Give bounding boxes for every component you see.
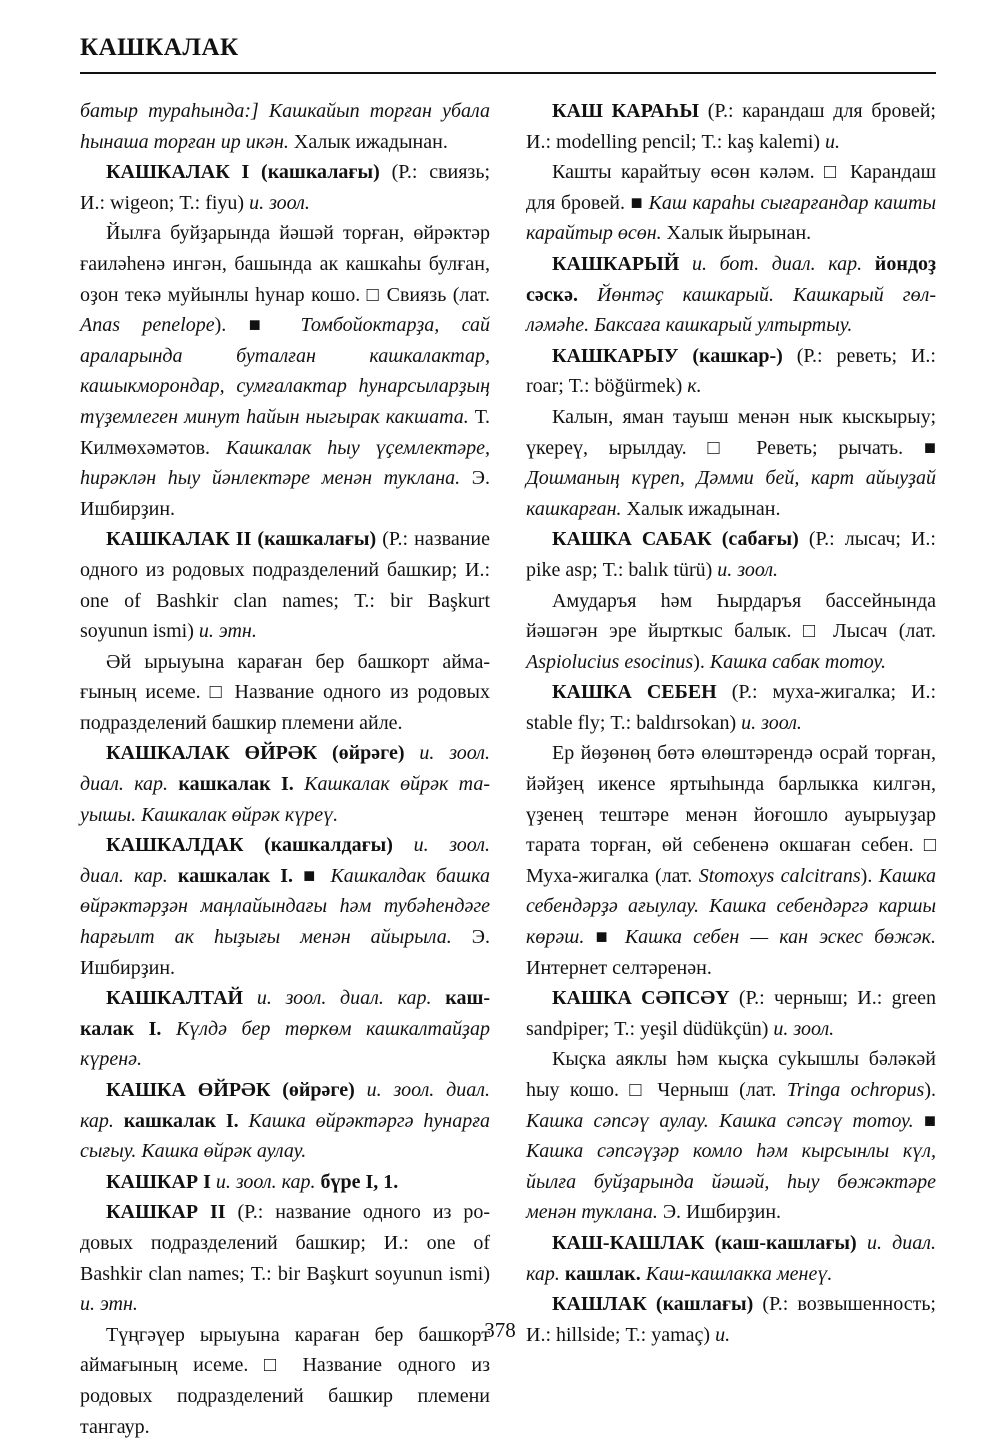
italic-text: Кашка сабак тотоу. bbox=[709, 650, 887, 673]
italic-text: к. bbox=[687, 375, 702, 398]
dictionary-entry bbox=[80, 524, 490, 646]
headword: КАШКА СӘПСӘҮ bbox=[552, 987, 730, 1010]
text-run: (Р.: название одного из родовых подразделений башкир; И.: one of Bashkir clan names; Т.: bir Başkurt soyunun ismi) bbox=[80, 528, 490, 643]
italic-text: и. зоол. bbox=[773, 1017, 835, 1040]
text-run: Кашты карайтыу өсөн кәләм. □ Карандаш для бровей. ■ bbox=[526, 161, 936, 214]
text-run: ■ bbox=[584, 926, 625, 949]
italic-text: Кашка себен — кан эскес бөжәк. bbox=[624, 926, 936, 949]
italic-text: Кашка сәпсәүҙәр комло һәм кырсынлы күл, йылға буйҙарында йәшәй, һыу бөжәктәре менән туклана. bbox=[526, 1140, 936, 1224]
italic-text: Каш-кашлакка менеү. bbox=[645, 1262, 833, 1285]
italic-text: и. bbox=[825, 130, 841, 153]
text-run: ). bbox=[693, 650, 710, 673]
text-run: Э. Ишбирҙин. bbox=[657, 1201, 782, 1224]
dictionary-entry bbox=[80, 830, 490, 983]
dictionary-entry bbox=[526, 983, 936, 1044]
headword: кашкалак I. bbox=[177, 864, 294, 887]
text-run: Э. Ишбирҙин. bbox=[80, 926, 491, 979]
entry-definition bbox=[526, 586, 936, 678]
headword: кашкалак I. bbox=[178, 773, 294, 796]
text-run bbox=[239, 1110, 249, 1132]
headword: йондоҙ сәскә. bbox=[526, 252, 936, 306]
italic-text: Кашка өйрәктәргә һунарға сығыу. Кашка өйрәк аулау. bbox=[80, 1109, 490, 1163]
text-run: Халык йырынан. bbox=[661, 222, 812, 245]
italic-text: Stomoxys calcitrans bbox=[698, 864, 861, 887]
dictionary-entry bbox=[526, 249, 936, 341]
text-run: Ер йөҙөнөң бөтә өлөштәрендә осрай торған, йәйҙең икенсе яртыһында барлыкка килгән, үҙенең тештәре менән йоғошло ауырыуҙар тарата торған, өй себененә окшаған себен. □ Муха-жигалка (лат. bbox=[526, 742, 936, 887]
entry-definition bbox=[526, 738, 936, 983]
italic-text: Кашка сәпсәү аулау. Кашка сәпсәү тотоу. bbox=[526, 1109, 914, 1132]
headword: кашкалак I. bbox=[80, 987, 491, 1040]
italic-text: Tringa ochropus bbox=[786, 1079, 925, 1101]
headword: КАШКА СЕБЕН bbox=[552, 681, 717, 704]
headword: КАШКАЛАК ӨЙРӘК (өйрәге) bbox=[106, 742, 405, 765]
headword: КАШКАЛАК II (кашкалағы) bbox=[106, 528, 377, 551]
dictionary-entry bbox=[80, 983, 490, 1075]
italic-text: и. зоол. диал. кар. bbox=[80, 1079, 491, 1132]
dictionary-entry bbox=[526, 677, 936, 738]
text-run bbox=[114, 1110, 124, 1132]
dictionary-entry bbox=[526, 341, 936, 402]
dictionary-entry bbox=[80, 1167, 490, 1198]
italic-text: и. зоол. кар. bbox=[215, 1170, 316, 1193]
text-run: Әй ырыуына караған бер башкорт аймағының исеме. □ Название одного из родовых подразделений башкир племени айле. bbox=[80, 650, 490, 734]
text-run: ■ bbox=[293, 864, 331, 887]
text-run: Интернет селтәренән. bbox=[526, 956, 712, 979]
left-column bbox=[80, 96, 490, 1442]
text-run: Йылға буйҙарында йәшәй торған, өйрәктәр ғаиләһенә ингән, башында ак кашкаһы булған, оҙон текә муйынлы һунар кошо. □ Свиязь (лат. bbox=[80, 222, 490, 306]
text-run bbox=[393, 834, 414, 856]
text-run bbox=[432, 987, 446, 1009]
headword: КАШЛАК (кашлағы) bbox=[552, 1293, 754, 1316]
text-run bbox=[243, 987, 257, 1009]
italic-text: и. зоол. диал. кар. bbox=[80, 742, 490, 796]
italic-text: и. зоол. диал. кар. bbox=[80, 834, 491, 887]
headword: КАШКА ӨЙРӘК (өйрәге) bbox=[106, 1079, 355, 1101]
italic-text: и. бот. диал. кар. bbox=[691, 252, 863, 275]
text-run: ■ bbox=[913, 1109, 936, 1132]
italic-text: Anas penelope bbox=[80, 314, 215, 337]
headword: КАШКА САБАК (сабағы) bbox=[552, 528, 799, 551]
text-run: (Р.: возвышенность; И.: hillside; Т.: yamaç) bbox=[526, 1293, 936, 1346]
italic-text: и. зоол. bbox=[249, 191, 310, 214]
italic-text: и. зоол. bbox=[717, 558, 779, 581]
italic-text: Кашкалдак башка өйрәктәрҙән маңлайындағы һәм тубәһендәге һарғылт ак һыҙығы менән айырыла. bbox=[80, 864, 490, 949]
dictionary-entry bbox=[80, 738, 490, 830]
text-run: ). bbox=[860, 864, 879, 887]
text-run bbox=[168, 773, 178, 795]
dictionary-entry bbox=[526, 96, 936, 157]
running-head: КАШКАЛАК bbox=[80, 34, 239, 61]
headword: КАШКАЛАК I (кашкалағы) bbox=[106, 161, 380, 184]
text-run: ■ bbox=[248, 314, 301, 337]
dictionary-entry bbox=[526, 1228, 936, 1289]
page-number: 378 bbox=[484, 1318, 516, 1342]
headword: бүре I, 1. bbox=[320, 1170, 399, 1193]
italic-text: Кашкалак өйрәк тауышы. Кашкалак өйрәк күреү. bbox=[80, 773, 491, 826]
italic-text: и. этн. bbox=[80, 1293, 138, 1316]
text-run bbox=[578, 284, 597, 306]
italic-text: Кашка себендәрҙә ағыулау. Кашка себендәргә каршы көрәш. bbox=[526, 864, 936, 949]
italic-text: Томбойоктарҙа, сай араларында буталған кашкалактар, кашыкморондар, сумғалактар һунарсыларҙың түҙемлеген минут һайын ныгырак какшата. bbox=[80, 314, 490, 428]
headword: КАШКАЛТАЙ bbox=[106, 987, 244, 1010]
text-run: (Р.: реветь; И.: roar; Т.: böğürmek) bbox=[526, 344, 936, 398]
italic-text: Дошманың күреп, Дәмми бей, карт айыуҙай кашкарған. bbox=[526, 467, 936, 520]
italic-text: Күлдә бер төркөм кашкалтайҙар күренә. bbox=[80, 1017, 490, 1071]
text-run: ). bbox=[214, 314, 249, 337]
text-run: (Р.: название одного из родовых подразделений башкир; И.: one of Bashkir clan names; Т.: bir Başkurt soyunun ismi) bbox=[80, 1201, 490, 1285]
italic-text: Кашкалак һыу үҫемлектәре, һирәклән һыу йәнлектәре менән туклана. bbox=[80, 436, 490, 490]
text-run: (Р.: карандаш для бровей; И.: modelling pencil; Т.: kaş kalemi) bbox=[526, 100, 936, 153]
text-run bbox=[679, 253, 692, 275]
text-run: Халык ижадынан. bbox=[621, 497, 781, 520]
text-run: Калын, яман тауыш менән нык кыскырыу; үкереү, ырылдау. □ Реветь; рычать. ■ bbox=[526, 405, 936, 459]
right-column bbox=[526, 96, 936, 1350]
text-run bbox=[161, 1018, 176, 1040]
text-run: Т. Килмөхәмәтов. bbox=[80, 405, 490, 459]
italic-text: и. этн. bbox=[198, 620, 257, 643]
entry-continuation bbox=[80, 96, 490, 157]
text-run: (Р.: черныш; И.: green sandpiper; Т.: yeşil düdükçün) bbox=[526, 987, 936, 1040]
italic-text: и. зоол. bbox=[741, 711, 802, 734]
dictionary-entry bbox=[526, 524, 936, 585]
entry-definition bbox=[526, 157, 936, 249]
headword: кашлак. bbox=[564, 1262, 641, 1285]
headword: КАШКАРЫЙ bbox=[552, 252, 680, 275]
text-run bbox=[862, 253, 875, 275]
italic-text: Aspiolucius esocinus bbox=[526, 650, 694, 673]
text-run: (Р.: свиязь; И.: wigeon; Т.: fiyu) bbox=[80, 161, 490, 214]
header-rule bbox=[80, 72, 936, 74]
text-run bbox=[405, 742, 420, 764]
headword: КАШ-КАШЛАК (каш-кашлағы) bbox=[552, 1231, 857, 1254]
text-run: Кыҫка аяклы һәм кыҫка суkышлы бәләкәй һыу кошо. □ Черныш (лат. bbox=[526, 1048, 936, 1101]
entry-definition bbox=[526, 1044, 936, 1228]
dictionary-entry bbox=[80, 1197, 490, 1319]
text-run bbox=[168, 865, 178, 887]
headword: КАШКАР I bbox=[106, 1170, 211, 1193]
headword: КАШ КАРАҺЫ bbox=[552, 100, 699, 122]
text-run bbox=[355, 1079, 367, 1101]
text-run bbox=[294, 773, 304, 795]
italic-text: Йөнтәҫ кашкарый. Кашкарый гөлләмәһе. Баксаға кашкарый ултыртыу. bbox=[526, 283, 936, 337]
entry-definition bbox=[80, 647, 490, 739]
text-run: (Р.: лысач; И.: pike asp; Т.: balık türü) bbox=[526, 528, 936, 581]
entry-definition bbox=[80, 218, 490, 524]
italic-text: батыр тураһында:] Кашкайып торған убала һынаша торған ир икән. bbox=[80, 100, 490, 153]
italic-text: и. зоол. диал. кар. bbox=[256, 987, 432, 1010]
text-run: (Р.: муха-жигалка; И.: stable fly; Т.: baldırsokan) bbox=[526, 681, 937, 734]
text-run: Амударъя һәм Һырдаръя бассейнында йәшәгән эре йырткыс балык. □ Лысач (лат. bbox=[526, 589, 936, 643]
entry-definition bbox=[526, 402, 936, 524]
italic-text: и. диал. кар. bbox=[526, 1231, 937, 1285]
text-run: Халык ижадынан. bbox=[288, 130, 448, 153]
text-run: Э. Ишбирҙин. bbox=[80, 467, 490, 520]
headword: КАШКАР II bbox=[106, 1201, 226, 1224]
headword: кашкалак I. bbox=[123, 1109, 239, 1132]
text-run: ). bbox=[924, 1079, 937, 1101]
dictionary-entry bbox=[80, 1075, 490, 1167]
text-run: Түңгәүер ырыуына караған бер башкорт аймағының исеме. □ Название одного из родовых подразделений башкир племени тангаур. bbox=[80, 1323, 490, 1438]
text-run bbox=[857, 1232, 867, 1254]
dictionary-entry bbox=[80, 157, 490, 218]
headword: КАШКАЛДАК (кашкалдағы) bbox=[106, 834, 393, 857]
headword: КАШКАРЫУ (кашкар-) bbox=[552, 344, 783, 367]
italic-text: Каш караһы сығарғандар кашты карайтыр өсөн. bbox=[526, 191, 936, 245]
italic-text: и. bbox=[715, 1323, 731, 1346]
